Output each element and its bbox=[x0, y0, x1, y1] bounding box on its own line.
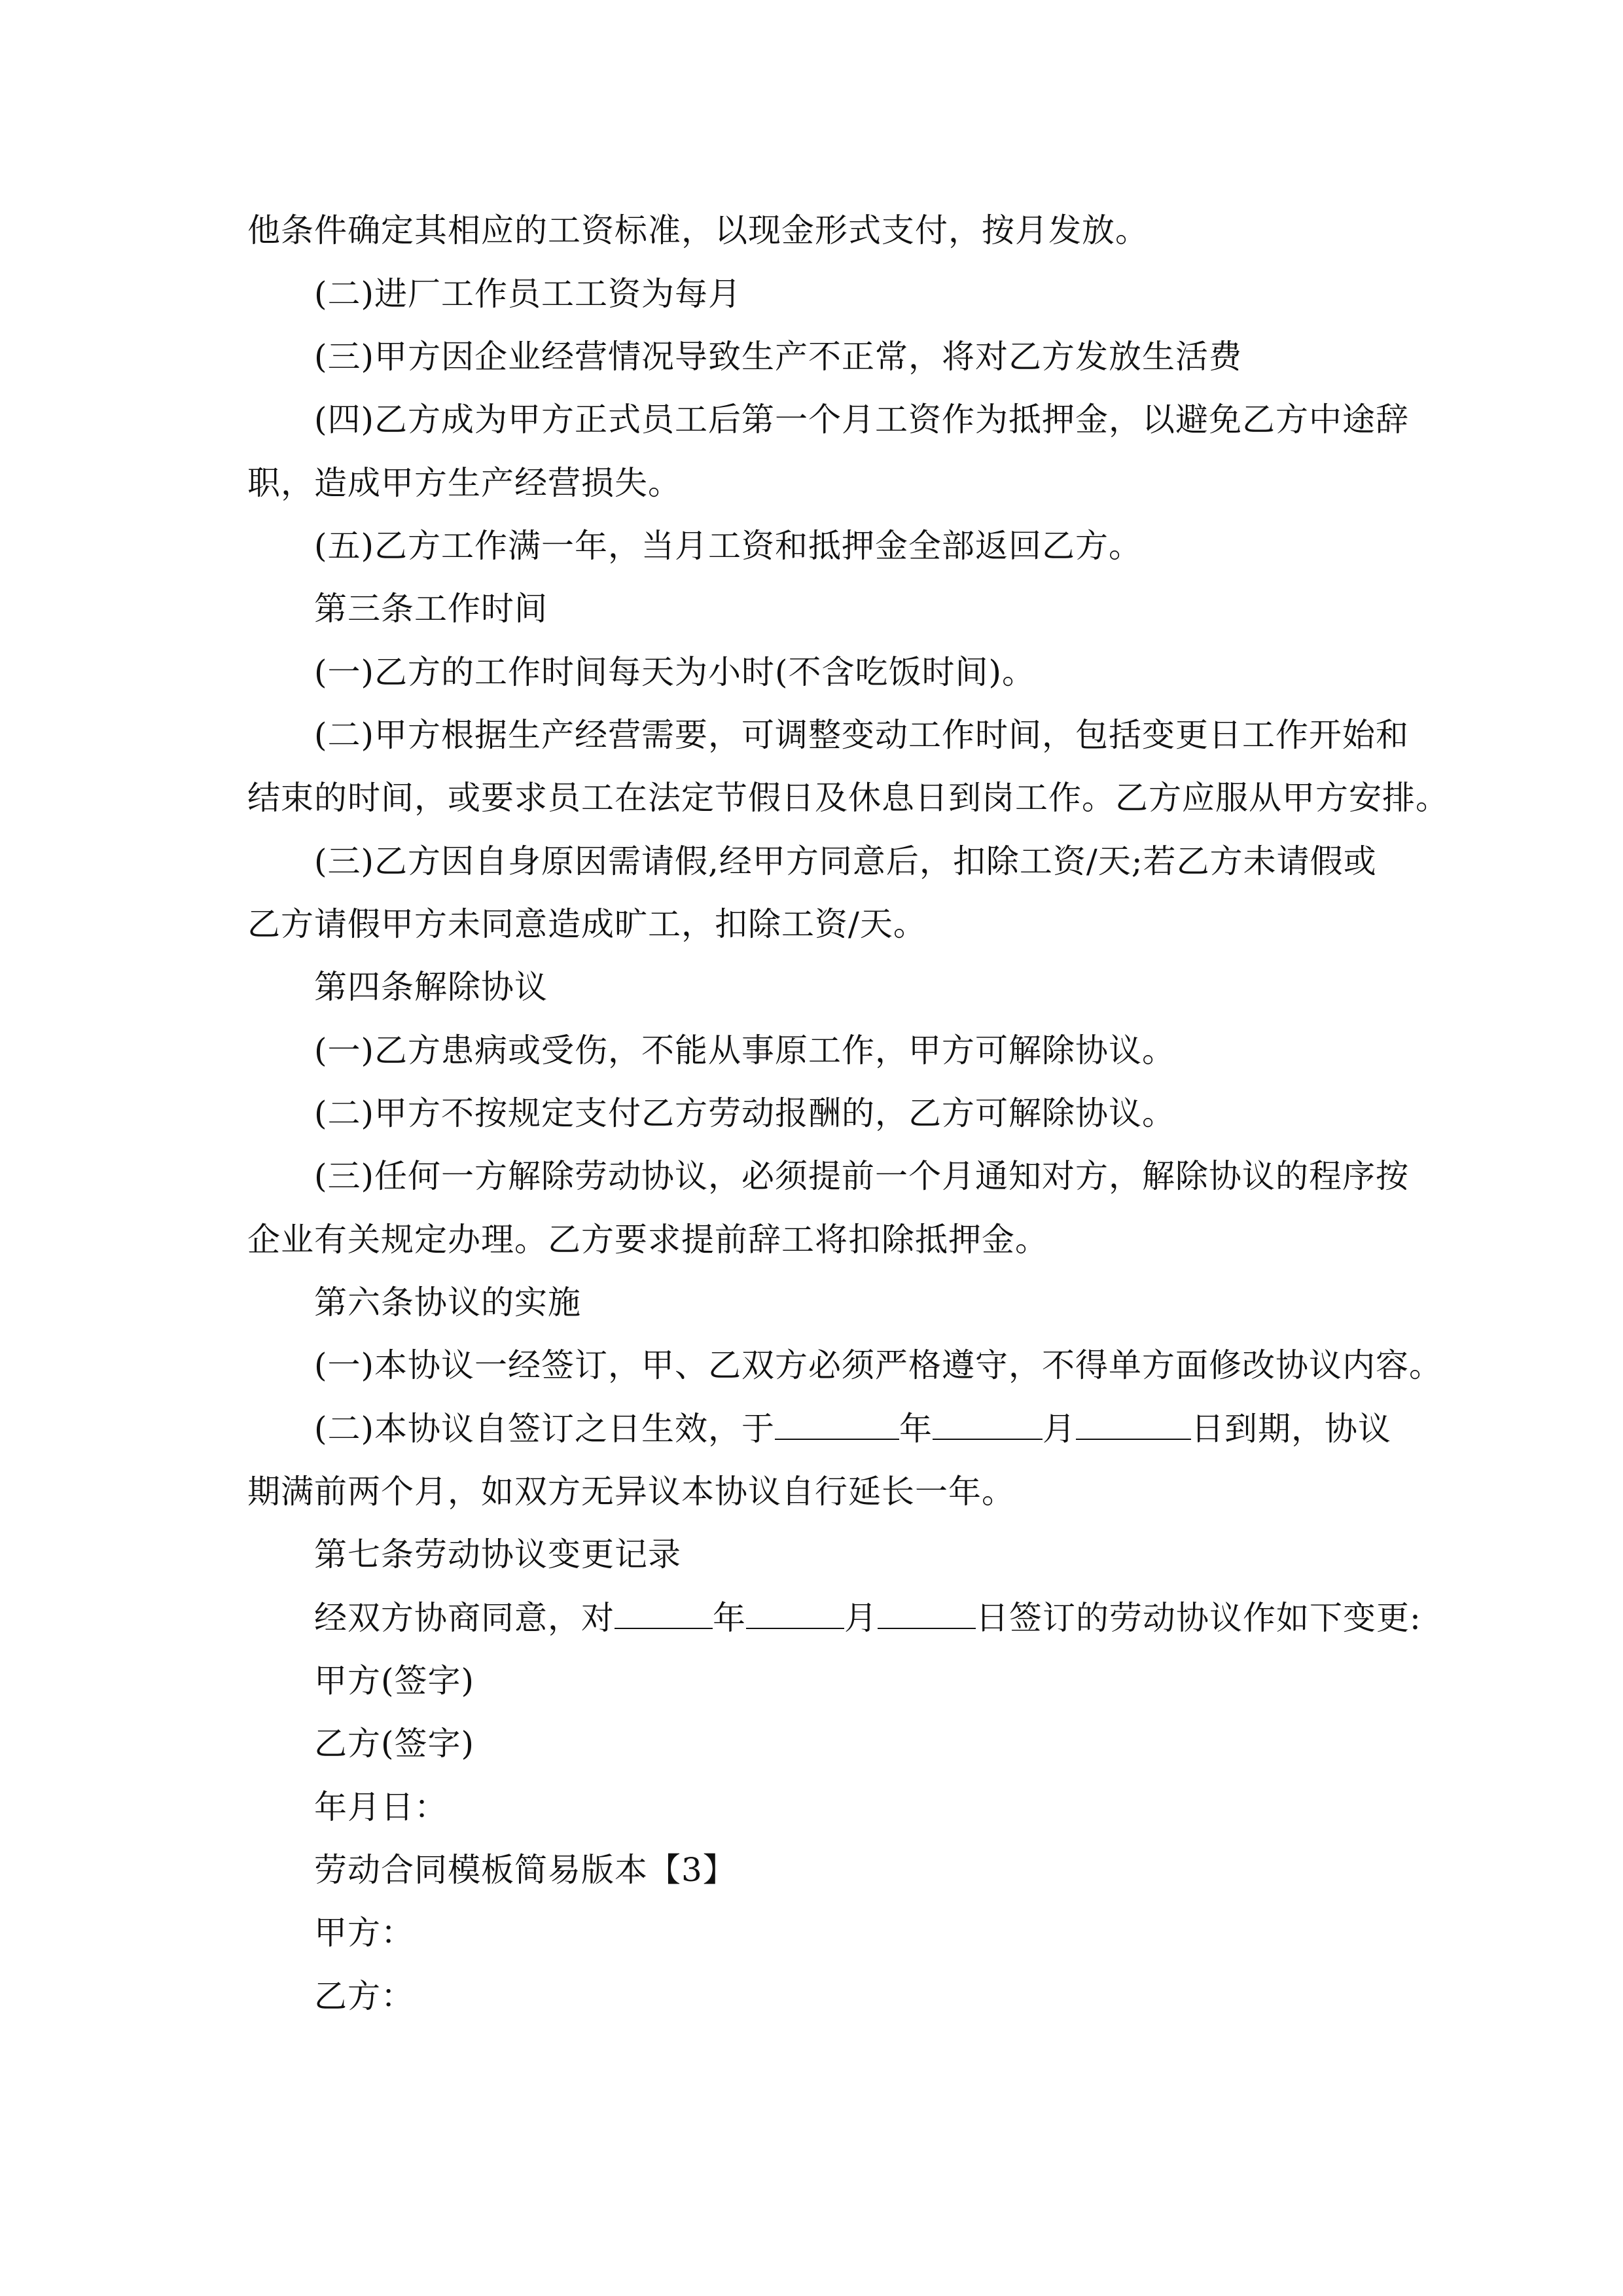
day-blank bbox=[878, 1599, 976, 1629]
text-segment: 日到期，协议 bbox=[1191, 1410, 1392, 1448]
paragraph-line: 职，造成甲方生产经营损失。 bbox=[247, 464, 681, 502]
year-blank bbox=[615, 1599, 713, 1629]
paragraph-line: 企业有关规定办理。乙方要求提前辞工将扣除抵押金。 bbox=[247, 1221, 1048, 1259]
paragraph-line: (一)乙方患病或受伤，不能从事原工作，甲方可解除协议。 bbox=[314, 1031, 1176, 1069]
document-title: 劳动合同模板简易版本【3】 bbox=[314, 1851, 736, 1889]
section-heading: 第六条协议的实施 bbox=[314, 1283, 581, 1321]
paragraph-line: (二)甲方根据生产经营需要，可调整变动工作时间，包括变更日工作开始和 bbox=[314, 716, 1410, 754]
paragraph-line: (三)乙方因自身原因需请假,经甲方同意后，扣除工资/天;若乙方未请假或 bbox=[314, 842, 1377, 880]
paragraph-line-with-blanks bbox=[314, 1408, 1391, 1450]
section-heading: 第七条劳动协议变更记录 bbox=[314, 1535, 681, 1573]
paragraph-line: 他条件确定其相应的工资标准，以现金形式支付，按月发放。 bbox=[247, 211, 1149, 249]
paragraph-line: (一)本协议一经签订，甲、乙双方必须严格遵守，不得单方面修改协议内容。 bbox=[314, 1346, 1443, 1384]
month-blank bbox=[746, 1599, 844, 1629]
paragraph-line: 结束的时间，或要求员工在法定节假日及休息日到岗工作。乙方应服从甲方安排。 bbox=[247, 779, 1449, 817]
text-segment: 月 bbox=[844, 1599, 878, 1637]
paragraph-line: (二)进厂工作员工工资为每月 bbox=[314, 275, 742, 313]
date-line: 年月日： bbox=[314, 1788, 448, 1826]
paragraph-line: 乙方请假甲方未同意造成旷工，扣除工资/天。 bbox=[247, 905, 927, 943]
text-segment: 日签订的劳动协议作如下变更: bbox=[976, 1599, 1421, 1637]
paragraph-line: (三)任何一方解除劳动协议，必须提前一个月通知对方，解除协议的程序按 bbox=[314, 1157, 1410, 1195]
text-segment: 年 bbox=[713, 1599, 746, 1637]
paragraph-line: (四)乙方成为甲方正式员工后第一个月工资作为抵押金，以避免乙方中途辞 bbox=[314, 401, 1410, 439]
party-a-line: 甲方： bbox=[314, 1914, 414, 1952]
section-heading: 第三条工作时间 bbox=[314, 590, 548, 628]
signature-line-party-a: 甲方(签字) bbox=[314, 1662, 475, 1700]
section-heading: 第四条解除协议 bbox=[314, 968, 548, 1006]
paragraph-line: (一)乙方的工作时间每天为小时(不含吃饭时间)。 bbox=[314, 653, 1036, 691]
paragraph-line-with-blanks bbox=[314, 1597, 1421, 1639]
party-b-line: 乙方： bbox=[314, 1977, 414, 2015]
text-segment: 年 bbox=[899, 1410, 933, 1448]
paragraph-line: 期满前两个月，如双方无异议本协议自行延长一年。 bbox=[247, 1473, 1015, 1511]
text-segment: 经双方协商同意，对 bbox=[314, 1599, 615, 1637]
paragraph-line: (五)乙方工作满一年，当月工资和抵押金全部返回乙方。 bbox=[314, 527, 1143, 565]
month-blank bbox=[933, 1410, 1043, 1440]
year-blank bbox=[775, 1410, 899, 1440]
text-segment: (二)本协议自签订之日生效，于 bbox=[314, 1410, 776, 1448]
signature-line-party-b: 乙方(签字) bbox=[314, 1725, 475, 1763]
text-segment: 月 bbox=[1043, 1410, 1077, 1448]
paragraph-line: (二)甲方不按规定支付乙方劳动报酬的，乙方可解除协议。 bbox=[314, 1094, 1176, 1132]
day-blank bbox=[1076, 1410, 1191, 1440]
paragraph-line: (三)甲方因企业经营情况导致生产不正常，将对乙方发放生活费 bbox=[314, 338, 1243, 376]
